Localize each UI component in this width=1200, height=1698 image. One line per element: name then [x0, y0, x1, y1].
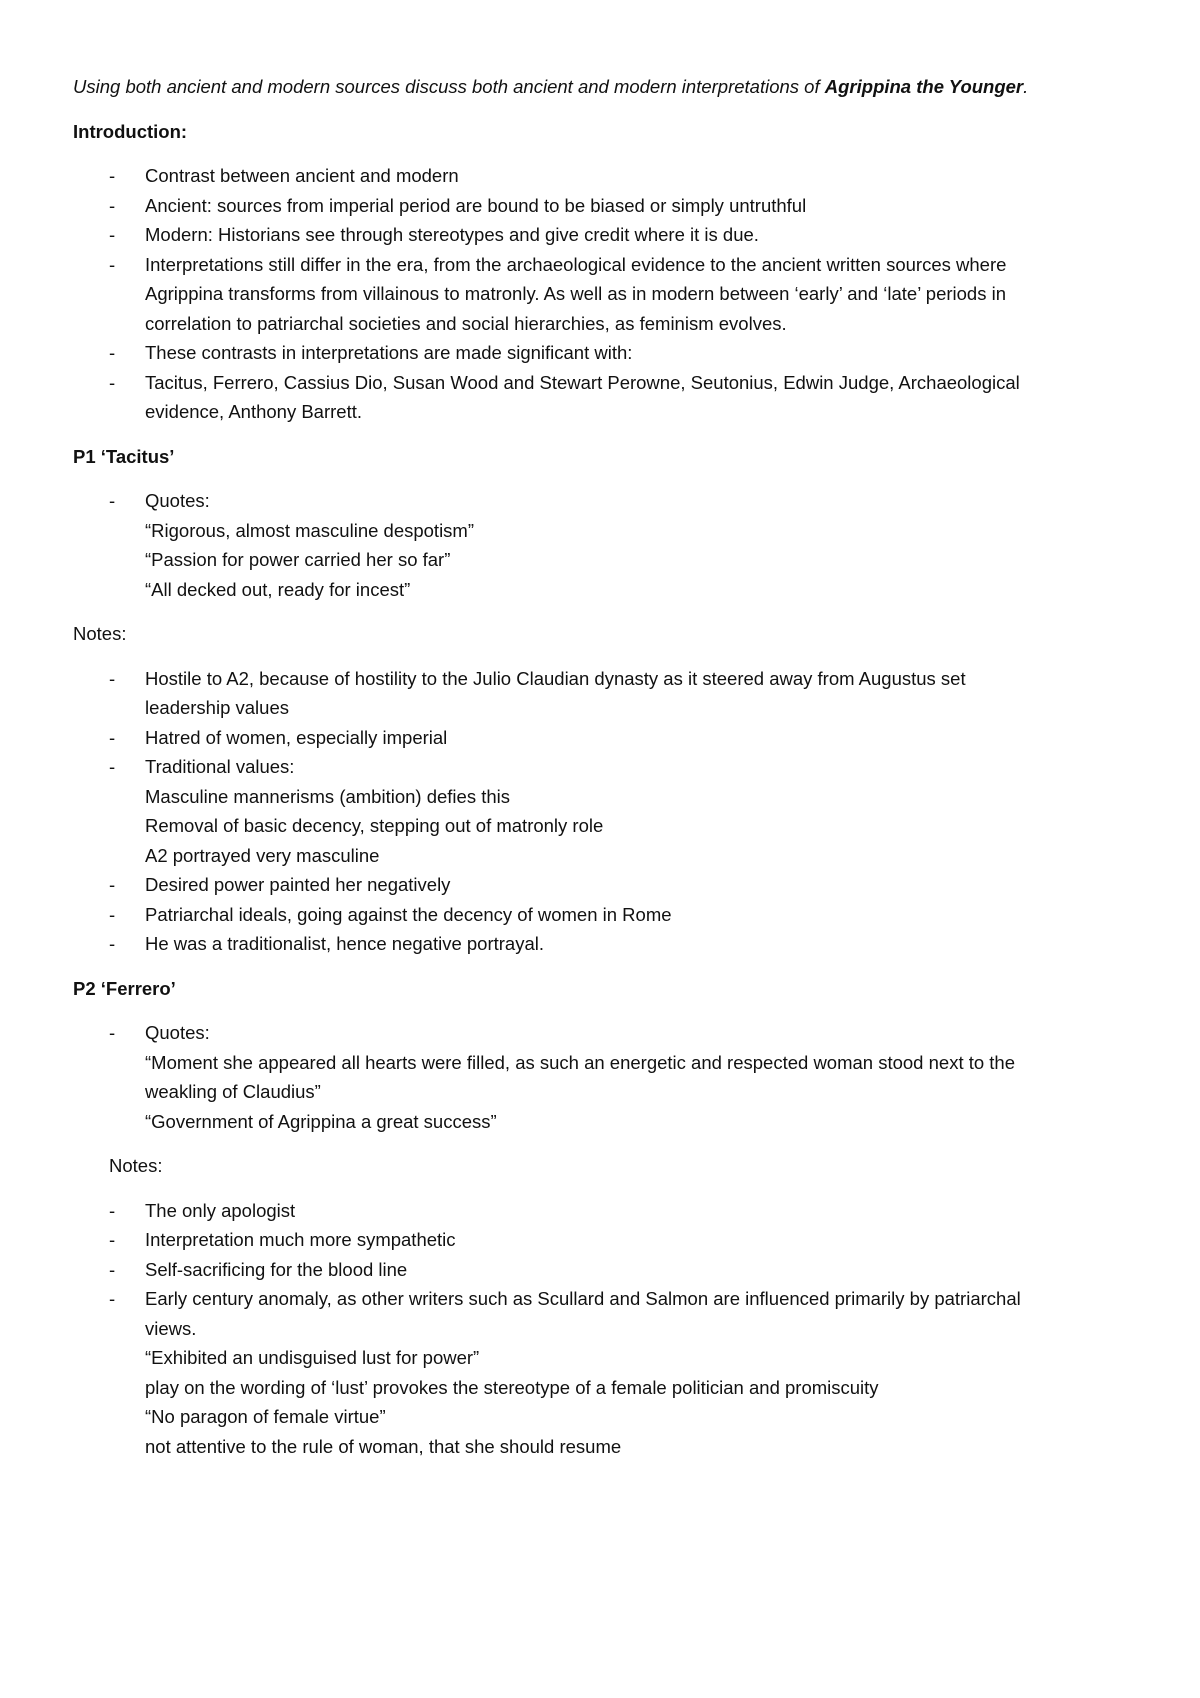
dash-bullet: - [109, 490, 116, 511]
list-item: - Tacitus, Ferrero, Cassius Dio, Susan Wood and Stewart Perowne, Seutonius, Edwin Judge, Archaeological evidence, Anthony Barrett. [73, 368, 1133, 427]
quote-line: “No paragon of female virtue” [145, 1406, 386, 1427]
list-item-continuation: Masculine mannerisms (ambition) defies this [145, 785, 510, 807]
introduction-list [73, 161, 1133, 427]
dash-bullet: - [109, 253, 116, 275]
prompt-text: Using both ancient and modern sources discuss both ancient and modern interpretations of [73, 76, 825, 97]
quote-line: “Exhibited an undisguised lust for power” [145, 1347, 480, 1368]
dash-bullet: - [109, 1199, 116, 1221]
dash-bullet: - [109, 667, 116, 689]
list-item: - Hostile to A2, because of hostility to the Julio Claudian dynasty as it steered away from Augustus set leadership values [73, 664, 1133, 723]
p1-notes-label: Notes: [73, 623, 127, 644]
quote-line: “Government of Agrippina a great success” [145, 1110, 497, 1132]
p2-heading: P2 ‘Ferrero’ [73, 977, 176, 999]
list-item-continuation: evidence, Anthony Barrett. [145, 401, 362, 422]
list-item: - Contrast between ancient and modern [73, 161, 1133, 191]
dash-bullet: - [109, 1258, 116, 1280]
list-item-continuation: views. [145, 1317, 197, 1339]
list-item: - The only apologist [73, 1196, 1133, 1226]
list-item-continuation: Agrippina transforms from villainous to matronly. As well as in modern between ‘early’ and ‘late’ periods in [145, 283, 1006, 304]
list-item: - These contrasts in interpretations are made significant with: [73, 338, 1133, 368]
list-item: - Traditional values: Masculine mannerisms (ambition) defies this Removal of basic decency, stepping out of matronly role A2 portrayed very masculine [73, 752, 1133, 870]
dash-bullet: - [109, 194, 116, 216]
quotes-label: Quotes: [145, 490, 210, 511]
list-item-continuation: correlation to patriarchal societies and social hierarchies, as feminism evolves. [145, 312, 787, 334]
dash-bullet: - [109, 342, 116, 363]
list-item: - Desired power painted her negatively [73, 870, 1133, 900]
essay-prompt [73, 72, 1133, 102]
dash-bullet: - [109, 874, 116, 895]
p1-heading: P1 ‘Tacitus’ [73, 445, 175, 467]
quote-line: “Passion for power carried her so far” [145, 549, 451, 570]
dash-bullet: - [109, 1288, 116, 1309]
list-item: - Self-sacrificing for the blood line [73, 1255, 1133, 1285]
list-item-continuation: leadership values [145, 697, 289, 718]
list-item-continuation: play on the wording of ‘lust’ provokes the stereotype of a female politician and promiscuity [145, 1376, 879, 1398]
list-item-continuation: Removal of basic decency, stepping out of matronly role [145, 815, 604, 836]
dash-bullet: - [109, 1229, 116, 1250]
list-item [73, 486, 1133, 604]
p1-notes-list [73, 664, 1133, 959]
list-item [73, 1018, 1133, 1136]
list-item: - He was a traditionalist, hence negative portrayal. [73, 929, 1133, 959]
dash-bullet: - [109, 371, 116, 393]
list-item-continuation: A2 portrayed very masculine [145, 844, 380, 866]
dash-bullet: - [109, 165, 116, 186]
prompt-end: . [1023, 76, 1029, 97]
document-page [73, 72, 1133, 1476]
list-item: - Interpretations still differ in the era, from the archaeological evidence to the ancient written sources where Agrippina transforms from villainous to matronly. As well as in modern between ‘early’ and ‘late’ periods in correlation to patriarchal societies and social hierarchies, as feminism evolves. [73, 250, 1133, 339]
quote-line: “Rigorous, almost masculine despotism” [145, 519, 475, 541]
quote-line: “All decked out, ready for incest” [145, 578, 411, 600]
prompt-emphasis: Agrippina the Younger [824, 76, 1024, 97]
list-item-continuation: not attentive to the rule of woman, that she should resume [145, 1435, 622, 1457]
p2-quotes-list [73, 1018, 1133, 1136]
dash-bullet: - [109, 756, 116, 777]
dash-bullet: - [109, 726, 116, 748]
quotes-label: Quotes: [145, 1022, 210, 1043]
list-item: - Modern: Historians see through stereotypes and give credit where it is due. [73, 220, 1133, 250]
list-item: - Early century anomaly, as other writers such as Scullard and Salmon are influenced primarily by patriarchal views. “Exhibited an undisguised lust for power” play on the wording of ‘lust’ provokes the stereotype of a female politician and promiscuity “No paragon of female virtue” not attentive to the rule of woman, that she should resume [73, 1284, 1133, 1461]
dash-bullet: - [109, 224, 116, 245]
dash-bullet: - [109, 933, 116, 954]
list-item: - Hatred of women, especially imperial [73, 723, 1133, 753]
p2-notes-label: Notes: [109, 1155, 163, 1176]
dash-bullet: - [109, 1022, 116, 1043]
p2-notes-list [73, 1196, 1133, 1462]
quote-line: “Moment she appeared all hearts were filled, as such an energetic and respected woman stood next to the [145, 1051, 1016, 1073]
list-item: - Patriarchal ideals, going against the decency of women in Rome [73, 900, 1133, 930]
list-item: - Ancient: sources from imperial period are bound to be biased or simply untruthful [73, 191, 1133, 221]
introduction-heading: Introduction: [73, 120, 188, 142]
dash-bullet: - [109, 903, 116, 925]
quote-line: weakling of Claudius” [145, 1081, 321, 1102]
p1-quotes-list [73, 486, 1133, 604]
list-item: - Interpretation much more sympathetic [73, 1225, 1133, 1255]
